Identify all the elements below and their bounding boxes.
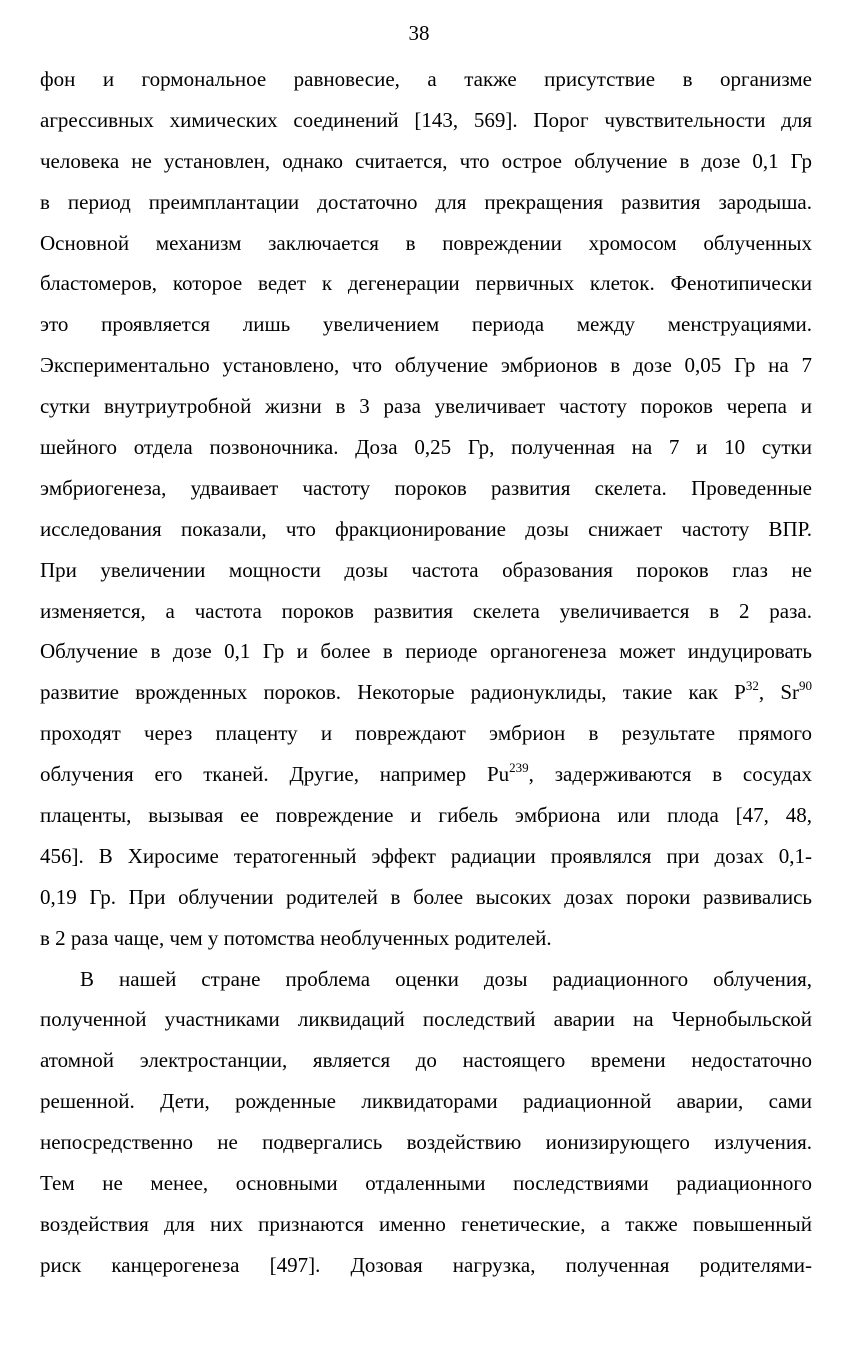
text-line: 0,19 Гр. При облучении родителей в более высоких дозах пороки развивались — [40, 884, 812, 909]
text-line-with-superscripts — [40, 672, 812, 713]
superscript: 239 — [509, 760, 529, 776]
text-line-paragraph-end: в 2 раза чаще, чем у потомства необлученных родителей. — [40, 925, 552, 950]
superscript: 90 — [799, 678, 812, 694]
text-line: исследования показали, что фракционирование дозы снижает частоту ВПР. — [40, 516, 812, 541]
text-line: Тем не менее, основными отдаленными последствиями радиационного — [40, 1171, 812, 1196]
superscript: 32 — [745, 678, 759, 694]
text-line: эмбриогенеза, удваивает частоту пороков развития скелета. Проведенные — [40, 475, 812, 500]
text-line: решенной. Дети, рожденные ликвидаторами радиационной аварии, сами — [40, 1089, 812, 1114]
text-line: атомной электростанции, является до настоящего времени недостаточно — [40, 1048, 812, 1073]
text-line: агрессивных химических соединений [143, 569]. Порог чувствительности для — [40, 107, 812, 132]
text-line-paragraph-start: В нашей стране проблема оценки дозы радиационного облучения, — [80, 966, 812, 991]
text-line-with-superscript — [40, 754, 812, 795]
text-line: бластомеров, которое ведет к дегенерации первичных клеток. Фенотипически — [40, 271, 812, 296]
text-line: При увеличении мощности дозы частота образования пороков глаз не — [40, 557, 812, 582]
text-line: непосредственно не подвергались воздействию ионизирующего излучения. — [40, 1130, 812, 1155]
text-line: в период преимплантации достаточно для прекращения развития зародыша. — [40, 189, 812, 214]
text-line: шейного отдела позвоночника. Доза 0,25 Гр, полученная на 7 и 10 сутки — [40, 435, 812, 460]
text-segment: облучения его тканей. Другие, например Pu — [40, 762, 510, 787]
text-segment: , задерживаются в сосудах — [528, 762, 812, 787]
text-line: Облучение в дозе 0,1 Гр и более в периоде органогенеза может индуцировать — [40, 639, 812, 664]
text-line: полученной участниками ликвидаций последствий аварии на Чернобыльской — [40, 1007, 812, 1032]
text-line: это проявляется лишь увеличением периода между менструациями. — [40, 312, 812, 337]
text-line: проходят через плаценту и повреждают эмбрион в результате прямого — [40, 721, 812, 746]
text-line: риск канцерогенеза [497]. Дозовая нагрузка, полученная родителями- — [40, 1252, 812, 1277]
text-line: 456]. В Хиросиме тератогенный эффект радиации проявлялся при дозах 0,1- — [40, 843, 812, 868]
text-line: фон и гормональное равновесие, а также присутствие в организме — [40, 67, 812, 91]
text-line: изменяется, а частота пороков развития скелета увеличивается в 2 раза. — [40, 598, 812, 623]
text-line: плаценты, вызывая ее повреждение и гибель эмбриона или плода [47, 48, — [40, 803, 812, 828]
page-number: 38 — [408, 21, 430, 45]
text-line: сутки внутриутробной жизни в 3 раза увеличивает частоту пороков черепа и — [40, 394, 812, 419]
text-segment: развитие врожденных пороков. Некоторые радионуклиды, такие как P — [40, 680, 746, 705]
text-line: Основной механизм заключается в повреждении хромосом облученных — [40, 230, 812, 255]
body-text — [40, 59, 812, 1286]
text-segment: , Sr — [758, 680, 799, 705]
text-line: человека не установлен, однако считается, что острое облучение в дозе 0,1 Гр — [40, 148, 812, 173]
text-line: воздействия для них признаются именно генетические, а также повышенный — [40, 1211, 812, 1236]
text-line: Экспериментально установлено, что облучение эмбрионов в дозе 0,05 Гр на 7 — [40, 353, 812, 378]
